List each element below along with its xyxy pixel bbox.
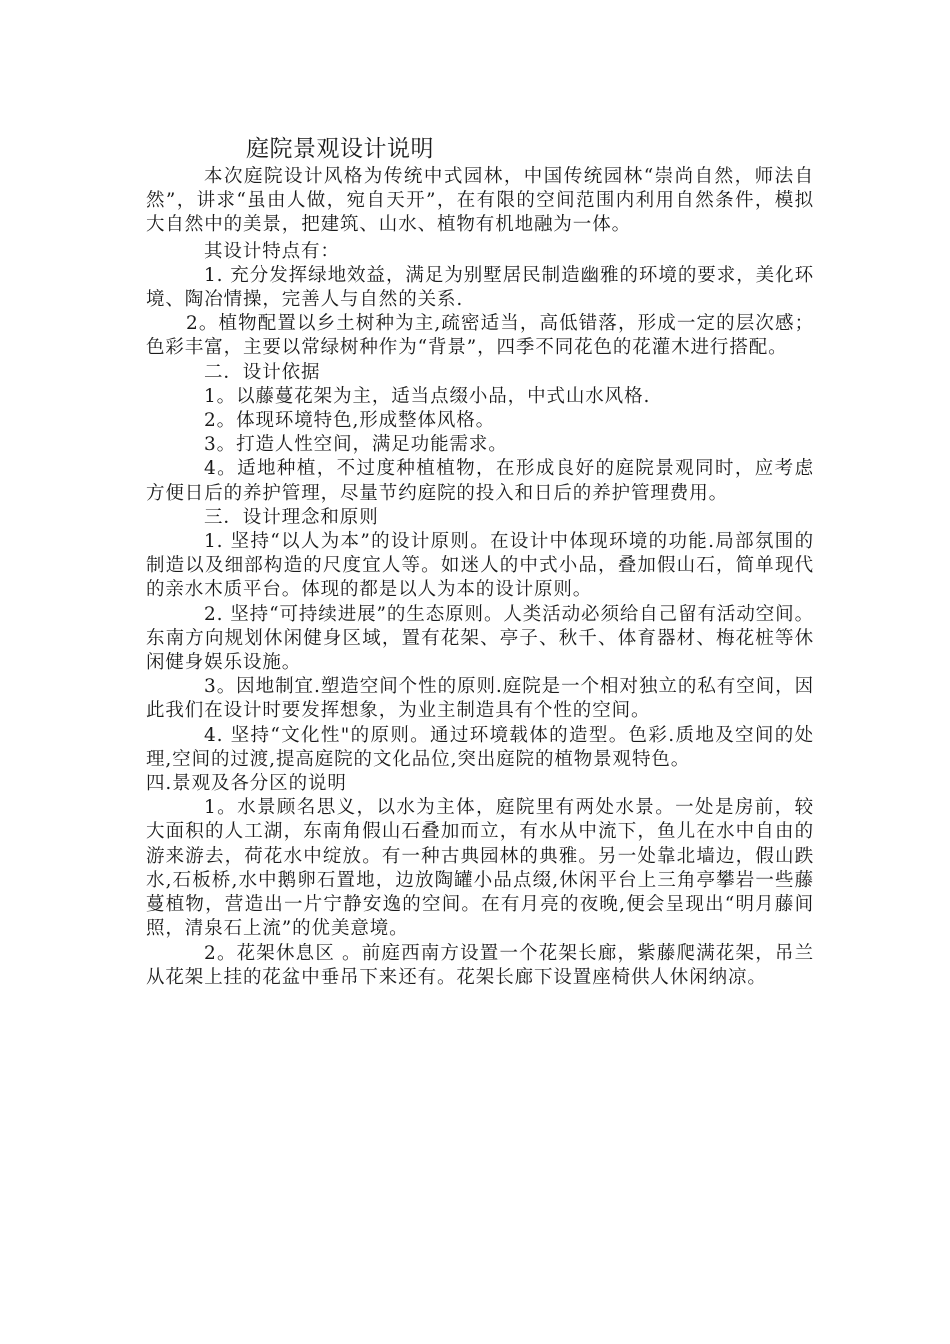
basis-item-4: 4。适地种植，不过度种植植物，在形成良好的庭院景观同时，应考虑方便日后的养护管理，尽量节约庭院的投入和日后的养护管理费用。	[146, 458, 814, 504]
feature-item-1: 1. 充分发挥绿地效益，满足为别墅居民制造幽雅的环境的要求，美化环境、陶冶情操，完善人与自然的关系.	[146, 264, 814, 311]
features-heading: 其设计特点有：	[204, 240, 340, 262]
basis-item-1: 1。以藤蔓花架为主，适当点缀小品，中式山水风格.	[204, 385, 651, 407]
basis-item-3: 3。打造人性空间，满足功能需求。	[204, 434, 508, 456]
feature-item-2: 2。植物配置以乡土树种为主,疏密适当，高低错落，形成一定的层次感；色彩丰富，主要以常绿树种作为“背景”，四季不同花色的花灌木进行搭配。	[146, 313, 814, 359]
document-title: 庭院景观设计说明	[246, 136, 434, 162]
principle-item-3: 3。因地制宜.塑造空间个性的原则.庭院是一个相对独立的私有空间，因此我们在设计时要发挥想象，为业主制造具有个性的空间。	[146, 676, 814, 722]
section-heading-principles: 三．设计理念和原则	[204, 506, 379, 528]
section-heading-basis: 二．设计依据	[204, 361, 321, 383]
document-page	[146, 133, 814, 990]
principle-item-4: 4. 坚持“文化性"的原则。通过环境载体的造型。色彩.质地及空间的处理,空间的过渡,提高庭院的文化品位,突出庭院的植物景观特色。	[146, 724, 814, 770]
principle-item-2: 2. 坚持“可持续进展”的生态原则。人类活动必须给自己留有活动空间。东南方向规划休闲健身区域，置有花架、亭子、秋千、体育器材、梅花桩等休闲健身娱乐设施。	[146, 603, 814, 674]
intro-paragraph: 本次庭院设计风格为传统中式园林，中国传统园林“崇尚自然，师法自然”，讲求“虽由人做，宛自天开”，在有限的空间范围内利用自然条件，模拟大自然中的美景，把建筑、山水、植物有机地融为一体。	[146, 166, 814, 236]
principle-item-1: 1. 坚持“以人为本”的设计原则。在设计中体现环境的功能.局部氛围的制造以及细部构造的尺度宜人等。如迷人的中式小品，叠加假山石，简单现代的亲水木质平台。体现的都是以人为本的设计原则。	[146, 531, 814, 601]
basis-item-2: 2。体现环境特色,形成整体风格。	[204, 410, 496, 432]
zone-item-2: 2。花架休息区 。前庭西南方设置一个花架长廊，紫藤爬满花架，吊兰从花架上挂的花盆中垂吊下来还有。花架长廊下设置座椅供人休闲纳凉。	[146, 942, 814, 988]
section-heading-zones: 四.景观及各分区的说明	[146, 773, 347, 795]
zone-item-1: 1。水景顾名思义，以水为主体，庭院里有两处水景。一处是房前，较大面积的人工湖，东南角假山石叠加而立，有水从中流下，鱼儿在水中自由的游来游去，荷花水中绽放。有一种古典园林的典雅。另一处靠北墙边，假山跌水,石板桥,水中鹅卵石置地，边放陶罐小品点缀,休闲平台上三角亭攀岩一些藤蔓植物，营造出一片宁静安逸的空间。在有月亮的夜晚,便会呈现出“明月藤间照，清泉石上流”的优美意境。	[146, 797, 814, 940]
